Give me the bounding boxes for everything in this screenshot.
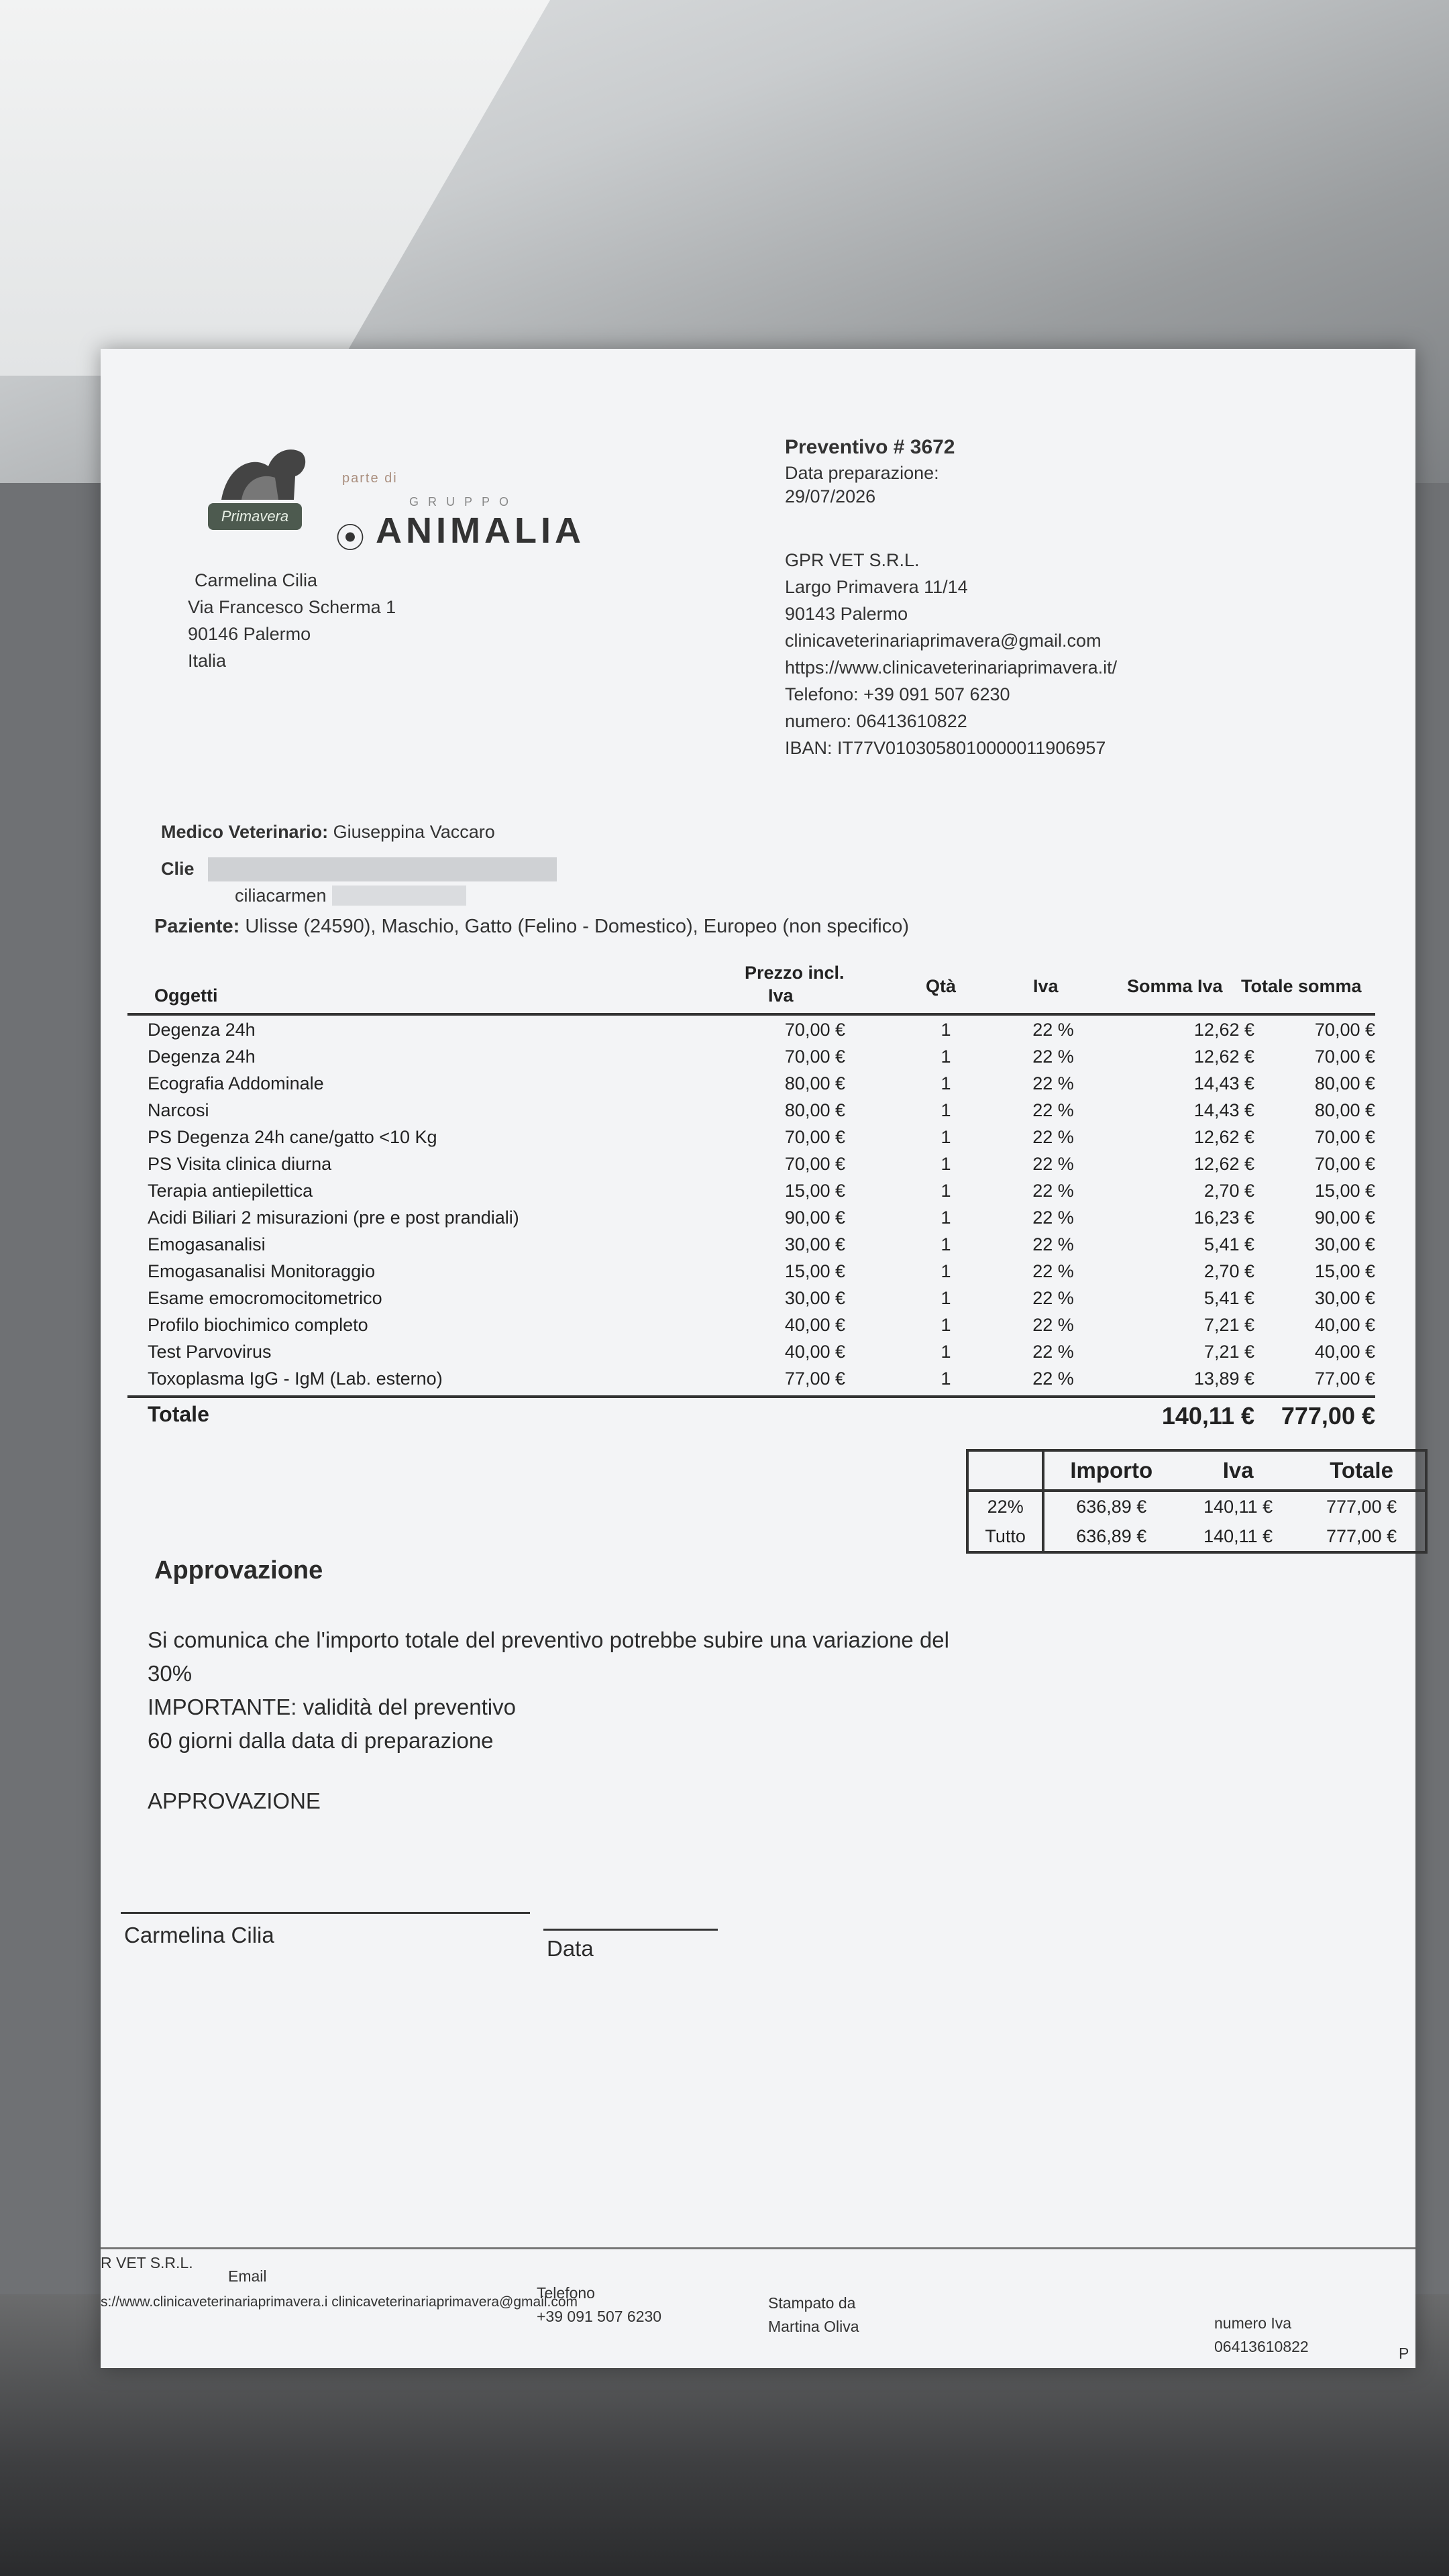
vet-line [161,822,495,843]
footer-vat-label: numero Iva [1214,2314,1292,2332]
date-line [543,1929,718,1931]
row-price: 40,00 € [784,1342,845,1362]
row-price: 15,00 € [784,1261,845,1281]
header-iva: Iva [1033,976,1059,996]
vet-label: Medico Veterinario: [161,822,329,842]
summary-row [969,1492,1425,1521]
vet-name: Giuseppina Vaccaro [333,822,495,842]
approval-variation-percent: 30% [148,1661,193,1686]
estimate-date-label: Data preparazione: [785,463,939,483]
client-line-label: Clie [161,859,195,879]
patient-value: Ulisse (24590), Maschio, Gatto (Felino - Domestico), Europeo (non specifico) [245,916,910,937]
footer-email-value: s://www.clinicaveterinariaprimavera.i clinicaveterinariaprimavera@gmail.com [101,2294,578,2310]
summary-row-totale: 777,00 € [1326,1525,1397,1546]
summary-row-importo: 636,89 € [1076,1525,1147,1546]
footer-printed-by: Martina Oliva [768,2318,859,2335]
row-qty: 1 [941,1100,951,1120]
approval-validity-line: 60 giorni dalla data di preparazione [148,1728,494,1753]
row-sum-iva: 14,43 € [1193,1073,1254,1093]
redacted-block [208,857,557,881]
row-price: 40,00 € [784,1315,845,1335]
vat-summary-table [966,1449,1428,1554]
row-item-name: Emogasanalisi [148,1234,266,1254]
footer-printed-label: Stampato da [768,2294,856,2312]
row-iva: 22 % [1032,1315,1074,1335]
row-iva: 22 % [1032,1020,1074,1040]
row-sum-iva: 5,41 € [1203,1288,1254,1308]
row-total: 70,00 € [1314,1020,1375,1040]
signer-name: Carmelina Cilia [124,1923,274,1947]
row-sum-iva: 2,70 € [1203,1181,1254,1201]
row-iva: 22 % [1032,1100,1074,1120]
logo-name: ANIMALIA [376,511,585,551]
summary-row-iva: 140,11 € [1203,1496,1273,1517]
row-sum-iva: 12,62 € [1193,1127,1254,1147]
redacted-email-block [332,885,466,906]
row-item-name: Test Parvovirus [148,1342,272,1362]
row-price: 70,00 € [784,1127,845,1147]
row-iva: 22 % [1032,1261,1074,1281]
estimate-title: Preventivo # 3672 [785,436,955,458]
row-item-name: Terapia antiepilettica [148,1181,313,1201]
clinic-iban: IBAN: IT77V0103058010000011906957 [785,738,1106,758]
row-iva: 22 % [1032,1046,1074,1067]
row-total: 40,00 € [1314,1342,1375,1362]
table-row [127,1123,1375,1150]
row-total: 90,00 € [1314,1208,1375,1228]
table-row [127,1042,1375,1069]
row-iva: 22 % [1032,1127,1074,1147]
summary-row-importo: 636,89 € [1076,1496,1147,1517]
estimate-date: 29/07/2026 [785,486,876,506]
client-city: 90146 Palermo [188,624,311,644]
row-price: 80,00 € [784,1100,845,1120]
row-qty: 1 [941,1073,951,1093]
row-iva: 22 % [1032,1154,1074,1174]
items-table-body [127,1016,1375,1391]
row-total: 70,00 € [1314,1046,1375,1067]
summary-row-label: 22% [969,1492,1044,1521]
row-price: 80,00 € [784,1073,845,1093]
row-total: 30,00 € [1314,1288,1375,1308]
row-qty: 1 [941,1020,951,1040]
header-total: Totale somma [1241,976,1362,996]
row-iva: 22 % [1032,1073,1074,1093]
client-street: Via Francesco Scherma 1 [188,597,396,617]
table-row [127,1177,1375,1203]
footer-phone-value: +39 091 507 6230 [537,2308,662,2325]
summary-header-totale: Totale [1330,1458,1393,1483]
row-price: 77,00 € [784,1368,845,1389]
row-sum-iva: 13,89 € [1193,1368,1254,1389]
row-price: 90,00 € [784,1208,845,1228]
row-total: 30,00 € [1314,1234,1375,1254]
header-qty: Qtà [926,976,957,996]
dog-cat-logo-icon [215,436,315,503]
table-row [127,1284,1375,1311]
client-country: Italia [188,651,227,671]
approval-notice-line: Si comunica che l'importo totale del preventivo potrebbe subire una variazione del [148,1627,949,1652]
header-item: Oggetti [154,985,218,1006]
total-label: Totale [148,1402,209,1426]
row-item-name: PS Visita clinica diurna [148,1154,332,1174]
footer-edge-text: P [1399,2345,1409,2362]
summary-header-iva: Iva [1222,1458,1254,1483]
client-name: Carmelina Cilia [195,570,318,590]
row-item-name: Emogasanalisi Monitoraggio [148,1261,376,1281]
row-sum-iva: 7,21 € [1203,1342,1254,1362]
row-item-name: Degenza 24h [148,1046,256,1067]
row-iva: 22 % [1032,1234,1074,1254]
row-qty: 1 [941,1342,951,1362]
total-sum: 777,00 € [1281,1402,1375,1430]
logo-parte-di: parte di [342,471,398,486]
header-price-2: Iva [768,985,794,1006]
row-sum-iva: 12,62 € [1193,1154,1254,1174]
patient-label: Paziente: [154,916,240,937]
row-item-name: PS Degenza 24h cane/gatto <10 Kg [148,1127,437,1147]
row-qty: 1 [941,1154,951,1174]
row-price: 30,00 € [784,1234,845,1254]
signature-line [121,1912,530,1914]
table-row [127,1311,1375,1338]
logo-gruppo: GRUPPO [409,495,519,508]
animalia-mark-icon: ⦿ [335,522,365,555]
row-qty: 1 [941,1208,951,1228]
items-table-header [127,953,1375,1016]
row-sum-iva: 12,62 € [1193,1046,1254,1067]
summary-header-importo: Importo [1070,1458,1153,1483]
row-item-name: Profilo biochimico completo [148,1315,368,1335]
clinic-city: 90143 Palermo [785,604,908,624]
footer-vat-value: 06413610822 [1214,2338,1309,2355]
row-iva: 22 % [1032,1368,1074,1389]
clinic-street: Largo Primavera 11/14 [785,577,968,597]
row-total: 80,00 € [1314,1073,1375,1093]
summary-row-label: Tutto [969,1521,1044,1551]
table-row [127,1150,1375,1177]
row-sum-iva: 16,23 € [1193,1208,1254,1228]
summary-row-iva: 140,11 € [1203,1525,1273,1546]
table-row [127,1230,1375,1257]
row-qty: 1 [941,1288,951,1308]
row-qty: 1 [941,1127,951,1147]
row-total: 80,00 € [1314,1100,1375,1120]
table-row [127,1069,1375,1096]
row-iva: 22 % [1032,1208,1074,1228]
row-price: 70,00 € [784,1154,845,1174]
row-qty: 1 [941,1261,951,1281]
row-qty: 1 [941,1181,951,1201]
approval-important-line: IMPORTANTE: validità del preventivo [148,1695,516,1719]
summary-row [969,1521,1425,1551]
items-total-row [127,1395,1375,1438]
patient-line [154,916,909,938]
clinic-name: GPR VET S.R.L. [785,550,920,570]
row-item-name: Narcosi [148,1100,209,1120]
row-total: 70,00 € [1314,1127,1375,1147]
footer-email-label: Email [228,2267,267,2285]
clinic-phone: Telefono: +39 091 507 6230 [785,684,1010,704]
summary-header-blank [969,1452,1044,1489]
row-qty: 1 [941,1368,951,1389]
row-sum-iva: 7,21 € [1203,1315,1254,1335]
row-sum-iva: 14,43 € [1193,1100,1254,1120]
table-row [127,1203,1375,1230]
table-row [127,1364,1375,1391]
row-total: 70,00 € [1314,1154,1375,1174]
row-qty: 1 [941,1315,951,1335]
clinic-number: numero: 06413610822 [785,711,967,731]
approval-caps-heading: APPROVAZIONE [148,1788,321,1813]
date-label: Data [547,1936,594,1961]
estimate-document [101,349,1415,2368]
row-price: 70,00 € [784,1046,845,1067]
row-item-name: Ecografia Addominale [148,1073,324,1093]
table-row [127,1257,1375,1284]
client-email: ciliacarmen [235,885,327,906]
row-qty: 1 [941,1234,951,1254]
total-iva: 140,11 € [1161,1402,1254,1430]
row-price: 15,00 € [784,1181,845,1201]
row-iva: 22 % [1032,1181,1074,1201]
clinic-email: clinicaveterinariaprimavera@gmail.com [785,631,1102,651]
table-row [127,1096,1375,1123]
row-sum-iva: 2,70 € [1203,1261,1254,1281]
vat-summary-header [969,1452,1425,1492]
row-item-name: Esame emocromocitometrico [148,1288,382,1308]
footer-company: R VET S.R.L. [101,2254,193,2271]
row-iva: 22 % [1032,1288,1074,1308]
table-row [127,1016,1375,1042]
row-total: 77,00 € [1314,1368,1375,1389]
row-item-name: Degenza 24h [148,1020,256,1040]
row-total: 15,00 € [1314,1181,1375,1201]
row-price: 70,00 € [784,1020,845,1040]
clinic-logo [208,423,585,555]
row-qty: 1 [941,1046,951,1067]
logo-badge: Primavera [208,503,302,530]
summary-row-totale: 777,00 € [1326,1496,1397,1517]
header-price-1: Prezzo incl. [745,963,845,983]
row-iva: 22 % [1032,1342,1074,1362]
row-total: 40,00 € [1314,1315,1375,1335]
footer-phone-label: Telefono [537,2284,595,2302]
row-sum-iva: 12,62 € [1193,1020,1254,1040]
items-table [127,953,1375,1438]
clinic-website: https://www.clinicaveterinariaprimavera.it/ [785,657,1118,678]
table-row [127,1338,1375,1364]
footer-divider [101,2247,1415,2249]
approval-title: Approvazione [154,1556,323,1585]
row-item-name: Toxoplasma IgG - IgM (Lab. esterno) [148,1368,443,1389]
row-price: 30,00 € [784,1288,845,1308]
row-item-name: Acidi Biliari 2 misurazioni (pre e post prandiali) [148,1208,519,1228]
row-sum-iva: 5,41 € [1203,1234,1254,1254]
row-total: 15,00 € [1314,1261,1375,1281]
header-sum-iva: Somma Iva [1127,976,1223,996]
